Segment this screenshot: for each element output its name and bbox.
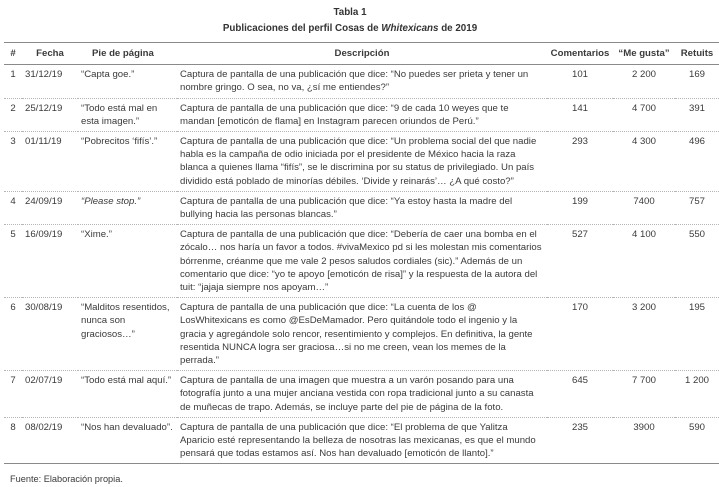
header-fecha: Fecha [22,43,78,65]
cell-fecha: 25/12/19 [22,98,78,131]
cell-pie: “Please stop.” [78,191,177,224]
cell-me-gusta: 7400 [613,191,675,224]
table-row [4,191,719,224]
table-body [4,65,719,464]
cell-comentarios: 527 [547,225,613,298]
cell-num: 8 [10,421,16,433]
cell-comentarios: 199 [547,191,613,224]
cell-pie: “Todo está mal aquí.” [78,371,177,418]
cell-fecha: 01/11/19 [22,132,78,192]
cell-num: 2 [4,98,22,131]
header-pie: Pie de página [78,43,177,65]
table-row [4,65,719,98]
table-row [4,225,719,298]
cell-descripcion: Captura de pantalla de una publicación que dice: “La cuenta de los @ LosWhitexicans es como @EsDeMamador. Pero quitándole todo el ingenio y la gracia y agregándole solo rencor, resentimiento y complejos. En definitiva, la gente resentida NUNCA logra ser graciosa…si no me creen, vean los memes de la perrada.” [177,298,547,371]
cell-retuits: 1 200 [675,371,719,418]
table-row [4,371,719,418]
cell-descripcion: Captura de pantalla de una publicación que dice: “Ya estoy hasta la madre del bullying hacia las personas blancas.” [177,191,547,224]
cell-pie: “Malditos resentidos, nunca son graciosos…” [78,298,177,371]
cell-retuits: 590 [688,421,705,433]
cell-num: 3 [4,132,22,192]
table-row [4,132,719,192]
table-source-note: Fuente: Elaboración propia. [10,474,123,485]
cell-fecha: 30/08/19 [22,298,78,371]
cell-descripcion: Captura de pantalla de una publicación que dice: “Un problema social del que nadie habla es la campaña de odio iniciada por el presidente de México hacia la raza blanca a quienes llama “fifís”, se le discrimina por su status de privilegiado. Un país dividido está poblado de minorías débiles. ‘Divide y reinarás’… ¿A qué costo?” [177,132,547,192]
publications-table [4,42,719,464]
table-header-row [4,43,719,65]
cell-retuits: 169 [675,65,719,98]
table-title-part2: de 2019 [438,23,478,34]
cell-me-gusta: 3900 [633,421,655,433]
table-title [0,23,700,35]
cell-descripcion: Captura de pantalla de una publicación que dice: “El problema de que Yalitza Aparicio esté representando la belleza de nosotras las mexicanas, es que el mundo pensará que todas estamos así. Nos han devaluado [emoticón de llanto].” [180,421,536,460]
cell-comentarios: 141 [547,98,613,131]
cell-me-gusta: 3 200 [613,298,675,371]
cell-descripcion: Captura de pantalla de una publicación que dice: “No puedes ser prieta y tener un nombre gringo. O sea, no va, ¿sí me entiendes?” [177,65,547,98]
cell-descripcion: Captura de pantalla de una publicación que dice: “9 de cada 10 weyes que te mandan [emoticón de flama] en Instagram parecen oriundos de Perú.” [177,98,547,131]
header-num: # [4,43,22,65]
cell-num: 7 [4,371,22,418]
table-title-italic: Whitexicans [381,23,439,34]
cell-descripcion: Captura de pantalla de una publicación que dice: “Debería de caer una bomba en el zócalo… nos haría un favor a todos. #vivaMexico pd si les molestan mis comentarios bórrenme, créanme que me vale 2 pesos saludos cordiales (sic).” Además de un comentario que dice: “yo te apoyo [emoticón de risa]” y la respuesta de la autora del tuit: “jajaja siempre nos apoyam…” [177,225,547,298]
cell-me-gusta: 4 100 [613,225,675,298]
cell-fecha: 02/07/19 [22,371,78,418]
cell-me-gusta: 4 300 [613,132,675,192]
table-title-part1: Publicaciones del perfil Cosas de [222,23,382,34]
cell-num: 4 [4,191,22,224]
cell-comentarios: 101 [547,65,613,98]
cell-comentarios: 293 [547,132,613,192]
cell-pie: “Capta goe.” [78,65,177,98]
header-retuits: Retuits [675,43,719,65]
cell-retuits: 195 [675,298,719,371]
cell-num: 5 [4,225,22,298]
cell-comentarios: 235 [571,421,588,433]
table-number: Tabla 1 [333,7,367,18]
cell-retuits: 550 [675,225,719,298]
cell-me-gusta: 7 700 [613,371,675,418]
cell-fecha: 16/09/19 [22,225,78,298]
cell-retuits: 496 [675,132,719,192]
cell-fecha: 31/12/19 [22,65,78,98]
cell-retuits: 757 [675,191,719,224]
cell-fecha: 08/02/19 [25,421,63,433]
header-comentarios: Comentarios [547,43,613,65]
table-row [4,298,719,371]
cell-num: 1 [4,65,22,98]
cell-pie: “Nos han devaluado”. [81,421,173,433]
cell-me-gusta: 2 200 [613,65,675,98]
cell-retuits: 391 [675,98,719,131]
cell-pie: “Xime.” [78,225,177,298]
table-row [4,98,719,131]
cell-pie: “Pobrecitos ‘fifís’.” [78,132,177,192]
table-row [4,417,719,464]
cell-comentarios: 170 [547,298,613,371]
cell-descripcion: Captura de pantalla de una imagen que muestra a un varón posando para una fotografía junto a una mujer anciana vestida con ropa tradicional junto a su canasta de muñecas de trapo. Además, se incluye parte del pie de página de la foto. [177,371,547,418]
header-descripcion: Descripción [177,43,547,65]
header-me-gusta: “Me gusta” [613,43,675,65]
cell-fecha: 24/09/19 [22,191,78,224]
cell-num: 6 [4,298,22,371]
cell-pie: “Todo está mal en esta imagen.” [78,98,177,131]
cell-comentarios: 645 [547,371,613,418]
cell-me-gusta: 4 700 [613,98,675,131]
